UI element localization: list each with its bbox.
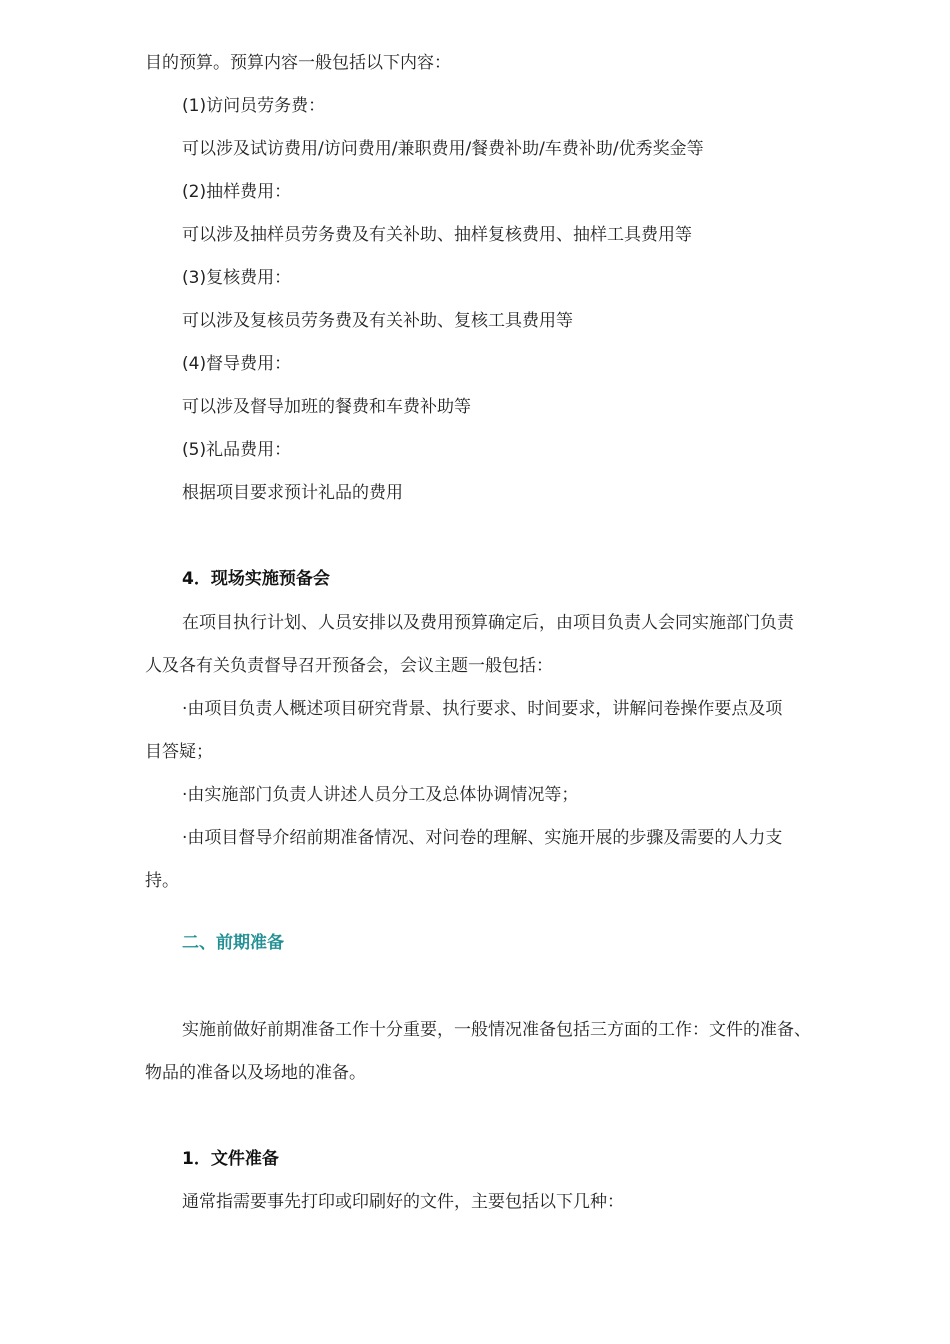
bullet-2: ·由实施部门负责人讲述人员分工及总体协调情况等； — [182, 785, 579, 805]
budget-item-5-desc: 根据项目要求预计礼品的费用 — [182, 483, 403, 503]
budget-item-1-title: (1)访问员劳务费： — [182, 96, 326, 116]
bullet-1-line-1: ·由项目负责人概述项目研究背景、执行要求、时间要求，讲解问卷操作要点及项 — [182, 699, 783, 719]
section-4-paragraph-line-1: 在项目执行计划、人员安排以及费用预算确定后，由项目负责人会同实施部门负责 — [182, 613, 794, 633]
budget-item-5-title: (5)礼品费用： — [182, 440, 292, 460]
budget-item-3-title: (3)复核费用： — [182, 268, 292, 288]
section-two-paragraph-line-1: 实施前做好前期准备工作十分重要，一般情况准备包括三方面的工作：文件的准备、 — [182, 1020, 811, 1040]
budget-item-4-desc: 可以涉及督导加班的餐费和车费补助等 — [182, 397, 471, 417]
budget-item-2-desc: 可以涉及抽样员劳务费及有关补助、抽样复核费用、抽样工具费用等 — [182, 225, 692, 245]
section-two-heading: 二、前期准备 — [182, 933, 284, 953]
section-4-heading: 4．现场实施预备会 — [182, 569, 330, 589]
file-preparation-paragraph: 通常指需要事先打印或印刷好的文件，主要包括以下几种： — [182, 1192, 624, 1212]
bullet-3-line-2: 持。 — [145, 871, 179, 891]
section-4-paragraph-line-2: 人及各有关负责督导召开预备会，会议主题一般包括： — [145, 656, 553, 676]
budget-item-3-desc: 可以涉及复核员劳务费及有关补助、复核工具费用等 — [182, 311, 573, 331]
intro-text: 目的预算。预算内容一般包括以下内容： — [145, 53, 451, 73]
bullet-1-line-2: 目答疑； — [145, 742, 213, 762]
budget-item-1-desc: 可以涉及试访费用/访问费用/兼职费用/餐费补助/车费补助/优秀奖金等 — [182, 139, 704, 159]
file-preparation-heading: 1．文件准备 — [182, 1149, 279, 1169]
budget-item-4-title: (4)督导费用： — [182, 354, 292, 374]
bullet-3-line-1: ·由项目督导介绍前期准备情况、对问卷的理解、实施开展的步骤及需要的人力支 — [182, 828, 783, 848]
budget-item-2-title: (2)抽样费用： — [182, 182, 292, 202]
section-two-paragraph-line-2: 物品的准备以及场地的准备。 — [145, 1063, 366, 1083]
